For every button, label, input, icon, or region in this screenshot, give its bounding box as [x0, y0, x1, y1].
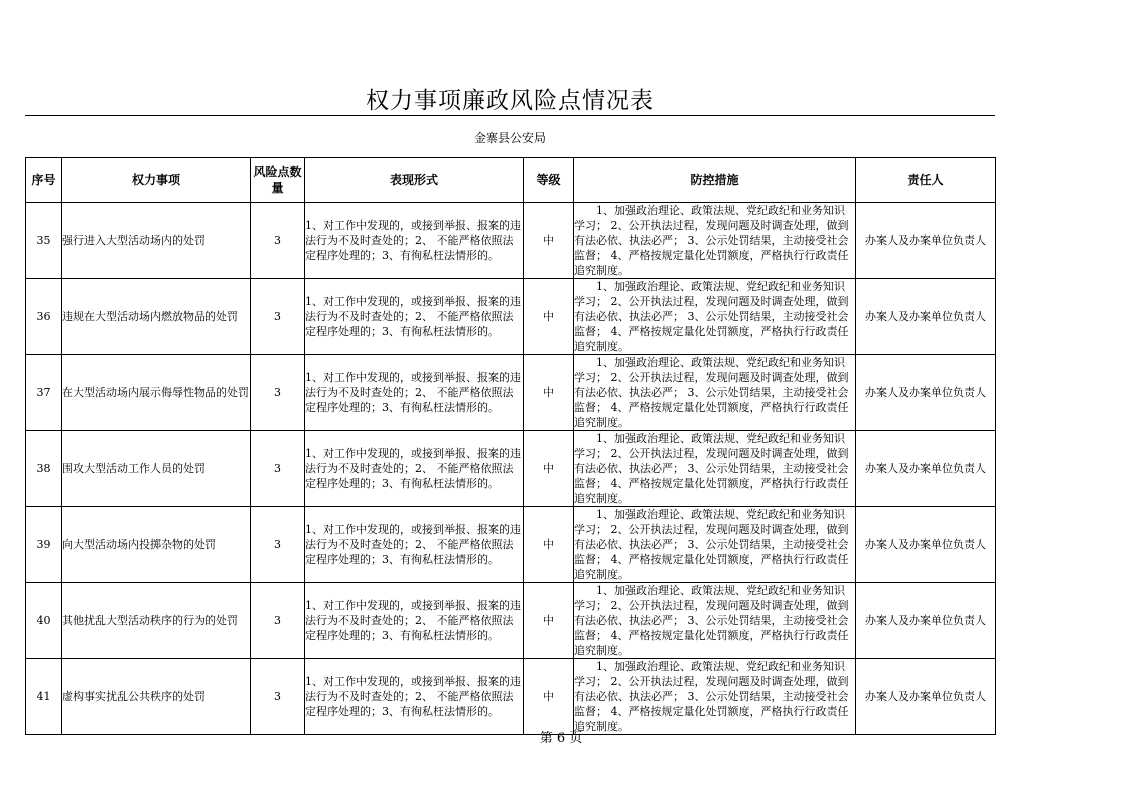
- cell-responsible: 办案人及办案单位负责人: [856, 583, 996, 659]
- header-item: 权力事项: [62, 158, 251, 203]
- cell-item: 强行进入大型活动场内的处罚: [62, 203, 251, 279]
- table-row: [26, 203, 996, 279]
- cell-no: 40: [26, 583, 62, 659]
- cell-item: 向大型活动场内投掷杂物的处罚: [62, 507, 251, 583]
- cell-item: 围攻大型活动工作人员的处罚: [62, 431, 251, 507]
- unit-name: 金寨县公安局: [473, 131, 546, 145]
- cell-no: 35: [26, 203, 62, 279]
- table-row: [26, 431, 996, 507]
- cell-risk-count: 3: [251, 279, 305, 355]
- header-measures: 防控措施: [574, 158, 856, 203]
- cell-responsible: 办案人及办案单位负责人: [856, 431, 996, 507]
- header-no: 序号: [26, 158, 62, 203]
- cell-risk-count: 3: [251, 355, 305, 431]
- cell-risk-count: 3: [251, 203, 305, 279]
- page-title: 权力事项廉政风险点情况表: [366, 88, 654, 114]
- cell-responsible: 办案人及办案单位负责人: [856, 279, 996, 355]
- cell-manifestation: 1、对工作中发现的，或接到举报、报案的违法行为不及时查处的；2、 不能严格依照法定程序处理的；3、有徇私枉法情形的。: [305, 355, 524, 431]
- cell-measures: 1、加强政治理论、政策法规、党纪政纪和业务知识学习； 2、公开执法过程，发现问题及时调查处理，做到有法必依、执法必严； 3、公示处罚结果，主动接受社会监督； 4、严格按规定量化处罚额度，严格执行行政责任追究制度。: [574, 279, 856, 355]
- header-responsible: 责任人: [856, 158, 996, 203]
- header-risk-count: 风险点数量: [251, 158, 305, 203]
- cell-manifestation: 1、对工作中发现的，或接到举报、报案的违法行为不及时查处的；2、 不能严格依照法定程序处理的；3、有徇私枉法情形的。: [305, 659, 524, 735]
- cell-manifestation: 1、对工作中发现的，或接到举报、报案的违法行为不及时查处的；2、 不能严格依照法定程序处理的；3、有徇私枉法情形的。: [305, 431, 524, 507]
- cell-responsible: 办案人及办案单位负责人: [856, 659, 996, 735]
- cell-level: 中: [524, 583, 574, 659]
- cell-item: 虚构事实扰乱公共秩序的处罚: [62, 659, 251, 735]
- cell-item: 在大型活动场内展示侮辱性物品的处罚: [62, 355, 251, 431]
- cell-level: 中: [524, 355, 574, 431]
- cell-no: 38: [26, 431, 62, 507]
- table-row: [26, 507, 996, 583]
- cell-level: 中: [524, 279, 574, 355]
- cell-level: 中: [524, 659, 574, 735]
- cell-responsible: 办案人及办案单位负责人: [856, 355, 996, 431]
- cell-measures: 1、加强政治理论、政策法规、党纪政纪和业务知识学习； 2、公开执法过程，发现问题及时调查处理，做到有法必依、执法必严； 3、公示处罚结果，主动接受社会监督； 4、严格按规定量化处罚额度，严格执行行政责任追究制度。: [574, 507, 856, 583]
- table-row: [26, 279, 996, 355]
- cell-risk-count: 3: [251, 507, 305, 583]
- table-row: [26, 355, 996, 431]
- cell-no: 37: [26, 355, 62, 431]
- cell-risk-count: 3: [251, 431, 305, 507]
- cell-no: 36: [26, 279, 62, 355]
- table-row: [26, 659, 996, 735]
- cell-measures: 1、加强政治理论、政策法规、党纪政纪和业务知识学习； 2、公开执法过程，发现问题及时调查处理，做到有法必依、执法必严； 3、公示处罚结果，主动接受社会监督； 4、严格按规定量化处罚额度，严格执行行政责任追究制度。: [574, 659, 856, 735]
- table-header-row: [26, 158, 996, 203]
- risk-table: [25, 157, 996, 735]
- cell-measures: 1、加强政治理论、政策法规、党纪政纪和业务知识学习； 2、公开执法过程，发现问题及时调查处理，做到有法必依、执法必严； 3、公示处罚结果，主动接受社会监督； 4、严格按规定量化处罚额度，严格执行行政责任追究制度。: [574, 431, 856, 507]
- header-manifestation: 表现形式: [305, 158, 524, 203]
- cell-measures: 1、加强政治理论、政策法规、党纪政纪和业务知识学习； 2、公开执法过程，发现问题及时调查处理，做到有法必依、执法必严； 3、公示处罚结果，主动接受社会监督； 4、严格按规定量化处罚额度，严格执行行政责任追究制度。: [574, 583, 856, 659]
- cell-manifestation: 1、对工作中发现的，或接到举报、报案的违法行为不及时查处的；2、 不能严格依照法定程序处理的；3、有徇私枉法情形的。: [305, 507, 524, 583]
- page-number: 第 6 页: [539, 731, 583, 746]
- title-divider: [25, 115, 995, 116]
- header-level: 等级: [524, 158, 574, 203]
- cell-no: 39: [26, 507, 62, 583]
- cell-responsible: 办案人及办案单位负责人: [856, 203, 996, 279]
- cell-risk-count: 3: [251, 659, 305, 735]
- cell-measures: 1、加强政治理论、政策法规、党纪政纪和业务知识学习； 2、公开执法过程，发现问题及时调查处理，做到有法必依、执法必严； 3、公示处罚结果，主动接受社会监督； 4、严格按规定量化处罚额度，严格执行行政责任追究制度。: [574, 355, 856, 431]
- cell-risk-count: 3: [251, 583, 305, 659]
- cell-responsible: 办案人及办案单位负责人: [856, 507, 996, 583]
- cell-item: 其他扰乱大型活动秩序的行为的处罚: [62, 583, 251, 659]
- cell-manifestation: 1、对工作中发现的，或接到举报、报案的违法行为不及时查处的；2、 不能严格依照法定程序处理的；3、有徇私枉法情形的。: [305, 583, 524, 659]
- table-row: [26, 583, 996, 659]
- cell-manifestation: 1、对工作中发现的，或接到举报、报案的违法行为不及时查处的；2、 不能严格依照法定程序处理的；3、有徇私枉法情形的。: [305, 279, 524, 355]
- cell-no: 41: [26, 659, 62, 735]
- cell-measures: 1、加强政治理论、政策法规、党纪政纪和业务知识学习； 2、公开执法过程，发现问题及时调查处理，做到有法必依、执法必严； 3、公示处罚结果，主动接受社会监督； 4、严格按规定量化处罚额度，严格执行行政责任追究制度。: [574, 203, 856, 279]
- cell-level: 中: [524, 203, 574, 279]
- cell-item: 违规在大型活动场内燃放物品的处罚: [62, 279, 251, 355]
- cell-manifestation: 1、对工作中发现的，或接到举报、报案的违法行为不及时查处的；2、 不能严格依照法定程序处理的；3、有徇私枉法情形的。: [305, 203, 524, 279]
- cell-level: 中: [524, 507, 574, 583]
- cell-level: 中: [524, 431, 574, 507]
